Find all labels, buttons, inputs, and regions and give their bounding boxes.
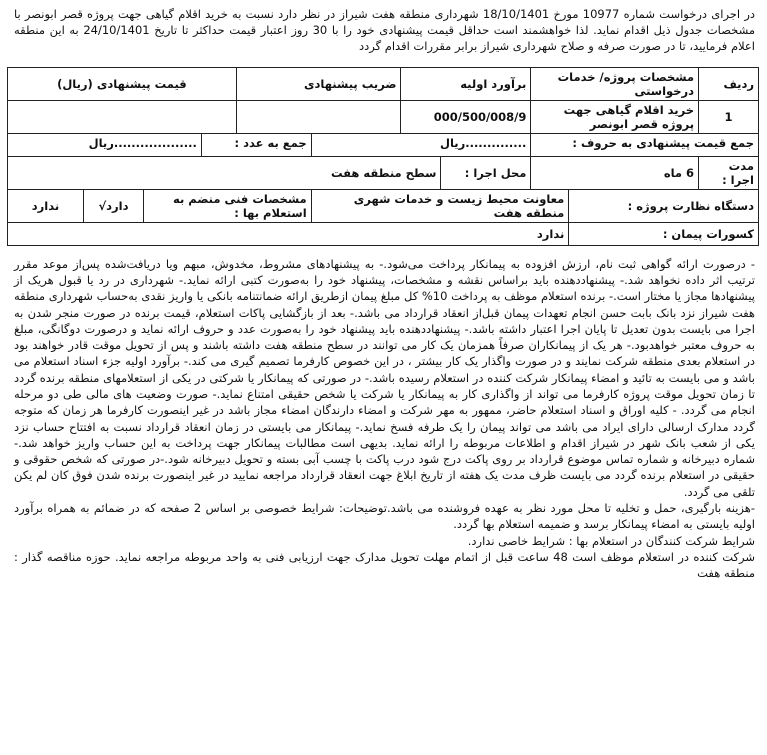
tech-spec-label: مشخصات فنی منضم به استعلام بها : bbox=[143, 189, 311, 222]
supervisor-value: معاونت محیط زیست و خدمات شهری منطقه هفت bbox=[311, 189, 569, 222]
table-row bbox=[8, 100, 759, 133]
header-spec: مشخصات پروژه/ خدمات درخواستی bbox=[531, 67, 699, 100]
supervisor-row bbox=[8, 189, 759, 222]
terms-paragraph: -هزینه بارگیری، حمل و تخلیه تا محل مورد نظر به عهده فروشنده می باشد.توضیحات: شرایط خصوصی بر اساس 2 صفحه که در ضمائم به همراه برآورد اولیه بایستی به امضاء پیمانکار برسد و ضمیمه استعلام بها گردد. bbox=[14, 501, 755, 532]
item-price bbox=[8, 100, 237, 133]
terms-paragraph: شرایط شرکت کنندگان در استعلام بها : شرایط خاصی ندارد. bbox=[467, 533, 755, 548]
item-coef bbox=[236, 100, 401, 133]
item-row-number: 1 bbox=[699, 100, 759, 133]
tech-spec-not: ندارد bbox=[8, 189, 84, 222]
table-header-row bbox=[8, 67, 759, 100]
sum-words-label: جمع قیمت پیشنهادی به حروف : bbox=[531, 133, 759, 156]
terms-section bbox=[14, 256, 755, 582]
sum-words-value: ..............ریال bbox=[311, 133, 531, 156]
header-row-number: ردیف bbox=[699, 67, 759, 100]
sum-number-label: جمع به عدد : bbox=[201, 133, 311, 156]
sum-row bbox=[8, 133, 759, 156]
supervisor-label: دستگاه نظارت پروژه : bbox=[569, 189, 759, 222]
inquiry-table bbox=[7, 67, 759, 246]
header-coef: ضریب پیشنهادی bbox=[236, 67, 401, 100]
deductions-label: کسورات پیمان : bbox=[569, 222, 759, 245]
terms-paragraph: شرکت کننده در استعلام موظف است 48 ساعت قبل از اتمام مهلت تحویل مدارک جهت ارزیابی فنی به واحد مربوطه مراجعه نماید. حوزه مناقصه گذار : منطقه هفت bbox=[14, 549, 755, 581]
tech-spec-has: دارد√ bbox=[84, 189, 144, 222]
intro-paragraph: در اجرای درخواست شماره 10977 مورخ 18/10/1401 شهرداری منطقه هفت شیراز در نظر دارد نسبت به خرید اقلام گیاهی جهت پروژه قصر ابونصر با مشخصات جدول ذیل اقدام نماید. لذا خواهشمند است حداقل قیمت پیشنهادی خود را با 30 روز اعتبار قیمت حداکثر تا تاریخ 24/10/1401 به این منطقه اعلام فرمایید، تا در صورت صرفه و صلاح شهرداری شیراز برابر مقررات اقدام گردد bbox=[14, 7, 756, 54]
duration-value: 6 ماه bbox=[531, 156, 699, 189]
header-price: قیمت پیشنهادی (ریال) bbox=[8, 67, 237, 100]
deductions-row bbox=[8, 222, 759, 245]
location-label: محل اجرا : bbox=[441, 156, 531, 189]
deductions-value: ندارد bbox=[8, 222, 569, 245]
item-estimate: 000/500/008/9 bbox=[401, 100, 531, 133]
item-spec: خرید اقلام گیاهی جهت پروژه قصر ابونصر bbox=[531, 100, 699, 133]
duration-row bbox=[8, 156, 759, 189]
terms-paragraph: - درصورت ارائه گواهی ثبت نام، ارزش افزوده به پیمانکار پرداخت می‌شود.- به پیشنهادهای مشروط، مخدوش، مبهم ویا دریافت‌شده پس‌از موعد مقرر ترتیب اثر داده نخواهد شد.- پیشنهاددهنده باید براساس نقشه و مشخصات، پیشنهاد خود را به‌صورت کتبی ارائه نماید.- شهرداری در رد یا قبول هریک از پیشنهادها مجاز یا مختار است.- برنده استعلام موظف به پرداخت 10% کل مبلغ پیمان ازطریق ارائه ضمانتنامه بانکی یا واریز نقدی به‌حساب شهرداری منطقه هفت شیراز نزد بانک بابت حسن انجام تعهدات پیمان قبل‌از انعقاد قرارداد می باشد.- بعد از بازگشایی پاکات استعلام، قیمت برنده در صورت منجر شدن به اجرا می بایست بدون تعدیل تا پایان اجرا اعتبار داشته باشد.- پیشنهاددهنده باید پیشنهاد خود را به‌صورت عدد و حروف ارائه نماید و درصورت دوگانگی، مبلغ به حروف معتبر خواهدبود.- هر یک از پیمانکاران صرفاً همزمان یک کار می توانند در سطح منطقه هفت داشته باشند و پس از تحویل موقت قادر خواهند بود در استعلام بعدی منطقه شرکت نمایند و در صورت واگذار یک کار بیشتر ، در این خصوص کارفرما تصمیم گیری می کند.- برآورد اولیه جزء اسناد استعلام می باشد و می بایست به تائید و امضاء پیمانکار شرکت کننده در استعلام رسیده باشد.- در صورتی که پیمانکار یا شرکتی در یکی از استعلامهای منطقه برنده گردد تا زمان تحویل موقت پروژه کارفرما می تواند از واگذاری کار به پیمانکار یا شرکت یا شخص حقیقی امتناع نماید.- صورت وضعیت های مالی طی دو مرحله انجام می گردد. - کلیه اوراق و اسناد استعلام حاضر، ممهور به مهر شرکت و امضاء دارندگان امضاء مجاز باشد در غیر اینصورت کارفرما هر زمان که متوجه گردد مدارک ارسالی دارای ایراد می باشد می تواند پیمان را یک طرفه فسخ نماید.- پیمانکار می بایستی در زمان انعقاد قرارداد نسبت به افتتاح حساب نزد یکی از شعب بانک شهر در شیراز اقدام و اطلاعات مربوطه را ارائه نماید. بدیهی است مطالبات پیمانکار جهت پرداخت به این حساب واریز خواهد شد.- شماره دبیرخانه و شماره تماس موضوع قرارداد بر روی پاکت درج شود درب پاکت با چسب آبی بسته و تحویل دبیرخانه شود.-در صورتی که شخص حقوقی و حقیقی در استعلام برنده گردد می بایست ظرف مدت یک هفته از تاریخ ابلاغ جهت انعقاد قرارداد مراجعه نمایید در غیر اینصورت برنده شدن فوق کان لم یکن تلقی می گردد. bbox=[14, 256, 755, 499]
duration-label: مدت اجرا : bbox=[699, 156, 759, 189]
header-estimate: برآورد اولیه bbox=[401, 67, 531, 100]
sum-number-value: ...................ریال bbox=[8, 133, 202, 156]
location-value: سطح منطقه هفت bbox=[8, 156, 441, 189]
